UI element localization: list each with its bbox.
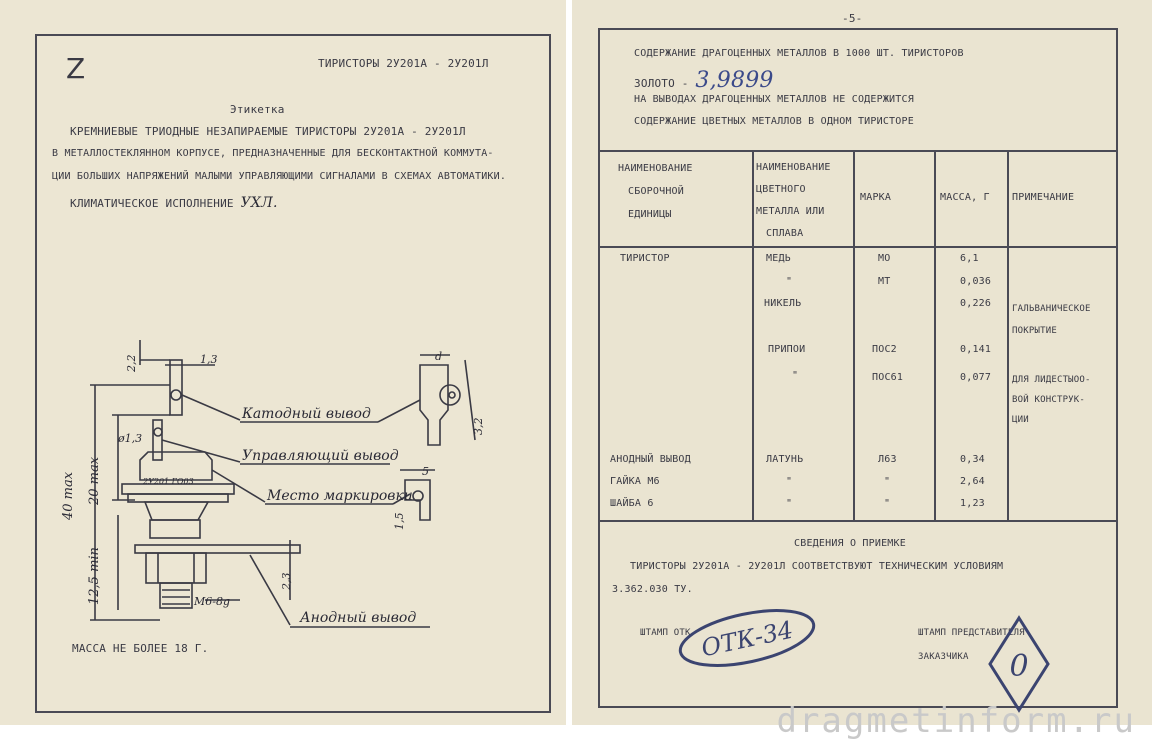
page-number: -5- xyxy=(842,12,863,25)
watermark: dragmetinform.ru xyxy=(776,701,1136,741)
anode-plate xyxy=(135,545,300,553)
acceptance-line-2: 3.362.030 ТУ. xyxy=(612,584,693,595)
dim-1-3: 1,3 xyxy=(200,353,218,366)
gold-label: ЗОЛОТО - xyxy=(634,77,689,90)
col-header-grade: МАРКА xyxy=(860,192,892,203)
climate-value: УХЛ. xyxy=(240,195,278,211)
dim-12-5min: 12,5 min xyxy=(87,547,102,605)
hex-nut xyxy=(146,553,206,583)
dim-m6: M6-8g xyxy=(194,595,231,608)
climate-prefix: КЛИМАТИЧЕСКОЕ ИСПОЛНЕНИЕ xyxy=(70,197,234,210)
customer-stamp-mark: 0 xyxy=(1009,649,1029,684)
customer-stamp-label-1: ШТАМП ПРЕДСТАВИТЕЛЯ xyxy=(918,628,1025,638)
nonferrous-metals-line: СОДЕРЖАНИЕ ЦВЕТНЫХ МЕТАЛЛОВ В ОДНОМ ТИРИСТОРЕ xyxy=(634,116,914,127)
no-precious-on-leads: НА ВЫВОДАХ ДРАГОЦЕННЫХ МЕТАЛЛОВ НЕ СОДЕРЖИТСЯ xyxy=(634,94,914,105)
marking-place-label: Место маркировки xyxy=(267,488,413,504)
thyristor-lower-body xyxy=(145,502,208,520)
dim-diameter-1-3: ø1,3 xyxy=(118,432,143,445)
dim-2-2: 2,2 xyxy=(125,354,138,372)
cathode-lead-eye xyxy=(171,390,181,400)
description-line-3: ЦИИ БОЛЬШИХ НАПРЯЖЕНИЙ МАЛЫМИ УПРАВЛЯЮЩИМИ СИГНАЛАМИ В СХЕМАХ АВТОМАТИКИ. xyxy=(52,171,507,182)
precious-metals-line: СОДЕРЖАНИЕ ДРАГОЦЕННЫХ МЕТАЛЛОВ В 1000 ШТ. ТИРИСТОРОВ xyxy=(634,48,964,59)
otk-stamp-label: ШТАМП ОТК xyxy=(640,628,691,638)
control-lead xyxy=(153,420,162,460)
dim-d: d xyxy=(435,350,443,363)
dim-20max: 20 max xyxy=(87,456,102,505)
cathode-lead xyxy=(170,360,182,415)
dim-2-3: 2,3 xyxy=(280,572,293,590)
gold-content xyxy=(634,68,774,93)
col-header-unit: НАИМЕНОВАНИЕ СБОРОЧНОЙ ЕДИНИЦЫ xyxy=(618,163,693,220)
customer-stamp xyxy=(984,614,1054,714)
label-title: Этикетка xyxy=(230,103,285,116)
customer-stamp-label-2: ЗАКАЗЧИКА xyxy=(918,652,969,662)
anode-lead-label: Анодный вывод xyxy=(300,610,417,626)
right-page: -5- СОДЕРЖАНИЕ ДРАГОЦЕННЫХ МЕТАЛЛОВ В 1000 ШТ. ТИРИСТОРОВ ЗОЛОТО - 3,9899 НА ВЫВОДАХ ДРАГОЦЕННЫХ МЕТАЛЛОВ НЕ СОДЕРЖИТСЯ СОДЕРЖАНИЕ ЦВЕТНЫХ МЕТАЛЛОВ В ОДНОМ ТИРИСТОРЕ НАИМЕНОВАНИЕ СБОРОЧНОЙ ЕДИНИЦЫ НАИМЕНОВАНИЕ ЦВЕТНОГО МЕТАЛЛА ИЛИ СПЛАВА МАРКА МАССА, Г ПРИМЕЧАНИЕ ТИРИСТОР МЕДЬ МО 6,1 " МТ 0,036 НИКЕЛЬ 0,226 ГАЛЬВАНИЧЕСКОЕ ПОКРЫТИЕ ПРИПОИ ПОС2 0,141 " ПОС61 0,077 ДЛЯ ЛИДЕСТЫОО- ВОЙ КОНСТРУК- ЦИИ АНОДНЫЙ ВЫВОД ЛАТУНЬ Л63 0,34 ГАЙКА М6 " " 2,64 ШАЙБА 6 " " 1,23 СВЕДЕНИЯ О ПРИЕМКЕ ТИРИСТОРЫ 2У201А - 2У201Л СООТВЕТСТВУЮТ ТЕХНИЧЕСКИМ УСЛОВИЯМ 3.362.030 ТУ. ШТАМП ОТК ОТК-34 ШТАМП ПРЕДСТАВИТЕЛЯ ЗАКАЗЧИКА 0 xyxy=(572,0,1152,725)
thyristor-cap xyxy=(140,452,212,480)
gold-value: 3,9899 xyxy=(695,68,774,93)
otk-stamp-text: ОТК-34 xyxy=(698,615,796,663)
cathode-lead-label: Катодный вывод xyxy=(242,406,371,422)
document-header: ТИРИСТОРЫ 2У201А - 2У201Л xyxy=(318,57,489,70)
thyristor-drawing xyxy=(0,0,566,725)
col-header-mass: МАССА, Г xyxy=(940,192,990,203)
left-page xyxy=(0,0,566,725)
manufacturer-logo: Z xyxy=(66,52,86,85)
col-header-note: ПРИМЕЧАНИЕ xyxy=(1012,192,1075,203)
acceptance-title: СВЕДЕНИЯ О ПРИЕМКЕ xyxy=(794,538,906,549)
dim-3-2: 3,2 xyxy=(472,417,485,435)
col-header-metal: НАИМЕНОВАНИЕ ЦВЕТНОГО МЕТАЛЛА ИЛИ СПЛАВА xyxy=(756,162,831,239)
otk-stamp xyxy=(662,598,832,678)
description-line-1: КРЕМНИЕВЫЕ ТРИОДНЫЕ НЕЗАПИРАЕМЫЕ ТИРИСТОРЫ 2У201А - 2У201Л xyxy=(70,125,466,138)
control-lead-label: Управляющий вывод xyxy=(242,448,399,464)
acceptance-line-1: ТИРИСТОРЫ 2У201А - 2У201Л СООТВЕТСТВУЮТ ТЕХНИЧЕСКИМ УСЛОВИЯМ xyxy=(630,561,1004,572)
lead-detail-view xyxy=(420,365,448,445)
body-marking: 2У201 ГО03 xyxy=(143,477,194,486)
dim-5: 5 xyxy=(422,465,429,478)
mass-note: МАССА НЕ БОЛЕЕ 18 Г. xyxy=(72,642,209,655)
dim-1-5: 1,5 xyxy=(393,512,406,530)
dim-40max: 40 max xyxy=(61,471,76,520)
description-line-2: В МЕТАЛЛОСТЕКЛЯННОМ КОРПУСЕ, ПРЕДНАЗНАЧЕННЫЕ ДЛЯ БЕСКОНТАКТНОЙ КОММУТА- xyxy=(52,148,494,159)
